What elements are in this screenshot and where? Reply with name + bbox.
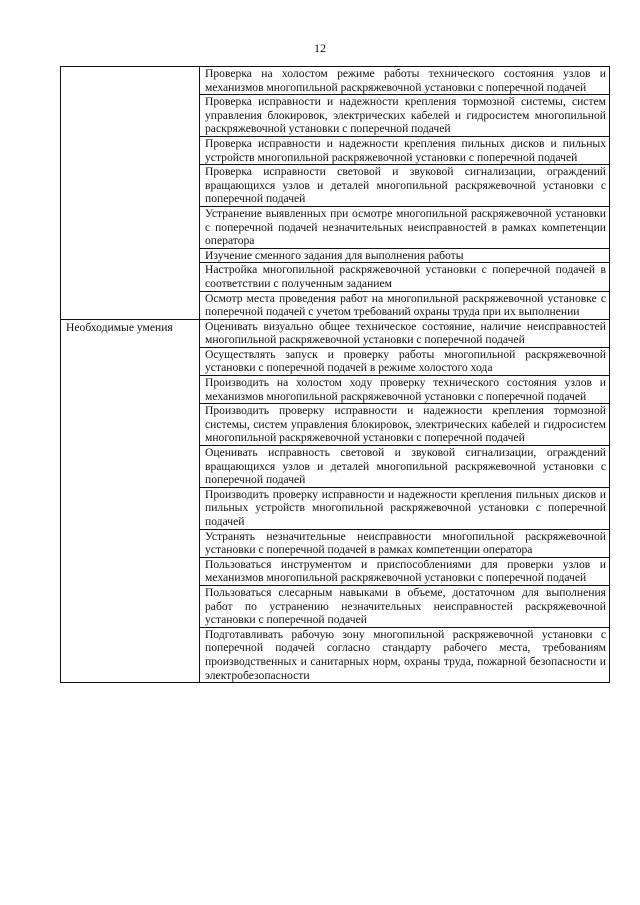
table-row [61,67,610,320]
list-item: Проверка исправности и надежности крепления пильных дисков и пильных устройств многопильной раскряжевочной установки с поперечной подачей [200,137,609,165]
list-item: Пользоваться инструментом и приспособлениями для проверки узлов и механизмов многопильной раскряжевочной установки с поперечной подачей [200,558,609,586]
list-item: Пользоваться слесарным навыками в объеме, достаточном для выполнения работ по устранению незначительных неисправностей раскряжевочной установки с поперечной подачей [200,586,609,628]
row-content-cell [200,319,610,682]
list-item: Производить на холостом ходу проверку технического состояния узлов и механизмов многопильной раскряжевочной установки с поперечной подачей [200,376,609,404]
table-body [61,67,610,683]
row-label-cell [61,67,200,320]
page-number: 12 [314,41,326,55]
list-item: Проверка исправности световой и звуковой сигнализации, ограждений вращающихся узлов и деталей многопильной раскряжевочной установки с поперечной подачей [200,165,609,207]
list-item: Проверка исправности и надежности крепления тормозной системы, систем управления блокировок, электрических кабелей и гидросистем многопильной раскряжевочной установки с поперечной подачей [200,95,609,137]
table-row [61,319,610,682]
list-item: Настройка многопильной раскряжевочной установки с поперечной подачей в соответствии с полученным заданием [200,263,609,291]
list-item: Осмотр места проведения работ на многопильной раскряжевочной установке с поперечной подачей с учетом требований охраны труда при их выполнении [205,291,606,319]
list-item: Подготавливать рабочую зону многопильной раскряжевочной установки с поперечной подачей согласно стандарту рабочего места, требованиям производственных и санитарных норм, охраны труда, пожарной безопасности и электробезопасности [205,627,606,682]
list-item: Оценивать исправность световой и звуковой сигнализации, ограждений вращающихся узлов и деталей многопильной раскряжевочной установки с поперечной подачей [200,446,609,488]
list-item: Проверка на холостом режиме работы технического состояния узлов и механизмов многопильной раскряжевочной установки с поперечной подачей [200,67,609,95]
competency-table [60,66,610,683]
list-item: Устранение выявленных при осмотре многопильной раскряжевочной установки с поперечной подачей незначительных неисправностей в рамках компетенции оператора [200,207,609,249]
row-label-cell [61,319,200,682]
row-content-cell [200,67,610,320]
list-item: Оценивать визуально общее техническое состояние, наличие неисправностей многопильной раскряжевочной установки с поперечной подачей [200,320,609,348]
list-item: Изучение сменного задания для выполнения работы [200,249,609,264]
list-item: Осуществлять запуск и проверку работы многопильной раскряжевочной установки с поперечной подачей в режиме холостого хода [200,348,609,376]
row-label: Необходимые умения [66,320,173,334]
list-item: Производить проверку исправности и надежности крепления пильных дисков и пильных устройств многопильной раскряжевочной установки с поперечной подачей [200,488,609,530]
list-item: Производить проверку исправности и надежности крепления тормозной системы, систем управления блокировок, электрических кабелей и гидросистем многопильной раскряжевочной установки с поперечной подачей [200,404,609,446]
row-label [61,67,199,68]
list-item: Устранять незначительные неисправности многопильной раскряжевочной установки с поперечной подачей в рамках компетенции оператора [200,530,609,558]
